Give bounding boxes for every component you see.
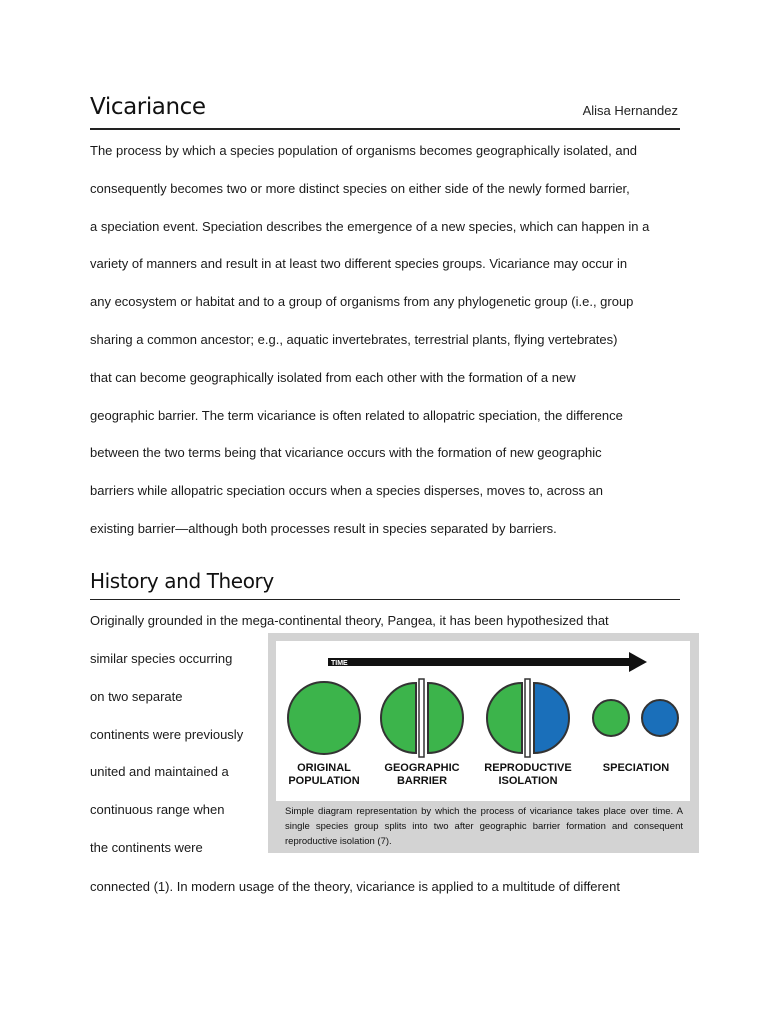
title-row xyxy=(90,94,680,130)
vicariance-figure xyxy=(268,633,699,853)
stage-label: BARRIER xyxy=(396,775,448,787)
barrier-right-half xyxy=(428,683,463,753)
intro-line: any ecosystem or habitat and to a group of organisms from any phylogenetic group (i.e., group xyxy=(90,294,634,310)
history-line: continents were previously xyxy=(90,726,244,742)
page-title: Vicariance xyxy=(90,94,206,120)
intro-line: existing barrier—although both processes result in species separated by barriers. xyxy=(90,520,557,536)
intro-line: between the two terms being that vicariance occurs with the formation of new geographic xyxy=(90,445,602,461)
original-population-circle xyxy=(288,682,360,754)
section-heading: History and Theory xyxy=(90,569,274,593)
history-first-line: Originally grounded in the mega-continental theory, Pangea, it has been hypothesized that xyxy=(90,613,609,628)
isolation-barrier xyxy=(525,679,530,757)
author-name: Alisa Hernandez xyxy=(582,103,678,118)
intro-line: consequently becomes two or more distinct species on either side of the newly formed barrier, xyxy=(90,180,630,196)
history-wrapped-text xyxy=(90,650,265,877)
geographic-barrier xyxy=(419,679,424,757)
intro-line: variety of manners and result in at least two different species groups. Vicariance may occur in xyxy=(90,256,628,272)
time-arrow-shaft xyxy=(328,658,633,666)
stage-label: ISOLATION xyxy=(498,775,558,787)
stage-label: SPECIATION xyxy=(602,762,670,774)
intro-line: The process by which a species population of organisms becomes geographically isolated, and xyxy=(90,143,638,158)
history-line: continuous range when xyxy=(90,802,225,818)
history-line: united and maintained a xyxy=(90,764,229,780)
stage-label: REPRODUCTIVE xyxy=(484,762,572,774)
history-line: the continents were xyxy=(90,839,203,855)
stage-label: POPULATION xyxy=(288,775,360,787)
isolation-left-half xyxy=(487,683,522,753)
figure-caption: Simple diagram representation by which the process of vicariance takes place over time. A single species group splits into two after geographic barrier formation and consequent reproductive isolation (7). xyxy=(285,806,683,847)
stage-label: ORIGINAL xyxy=(297,762,351,774)
intro-line: sharing a common ancestor; e.g., aquatic invertebrates, terrestrial plants, flying vertebrates) xyxy=(90,331,618,347)
species-a-circle xyxy=(593,700,629,736)
time-arrow-head xyxy=(629,652,647,672)
barrier-left-half xyxy=(381,683,416,753)
intro-line: that can become geographically isolated from each other with the formation of a new xyxy=(90,369,576,385)
history-last-line: connected (1). In modern usage of the theory, vicariance is applied to a multitude of different xyxy=(90,879,620,894)
intro-line: geographic barrier. The term vicariance is often related to allopatric speciation, the difference xyxy=(90,407,623,423)
intro-line: a speciation event. Speciation describes the emergence of a new species, which can happen in a xyxy=(90,218,650,234)
history-line: on two separate xyxy=(90,688,183,704)
intro-line: barriers while allopatric speciation occurs when a species disperses, moves to, across an xyxy=(90,483,604,499)
isolation-right-half xyxy=(534,683,569,753)
intro-paragraph xyxy=(90,142,685,558)
time-label: TIME xyxy=(331,660,348,667)
species-b-circle xyxy=(642,700,678,736)
vicariance-diagram xyxy=(276,641,690,801)
section-heading-row xyxy=(90,568,680,600)
history-line: similar species occurring xyxy=(90,651,233,666)
figure-diagram-panel xyxy=(276,641,690,801)
stage-label: GEOGRAPHIC xyxy=(384,762,460,774)
